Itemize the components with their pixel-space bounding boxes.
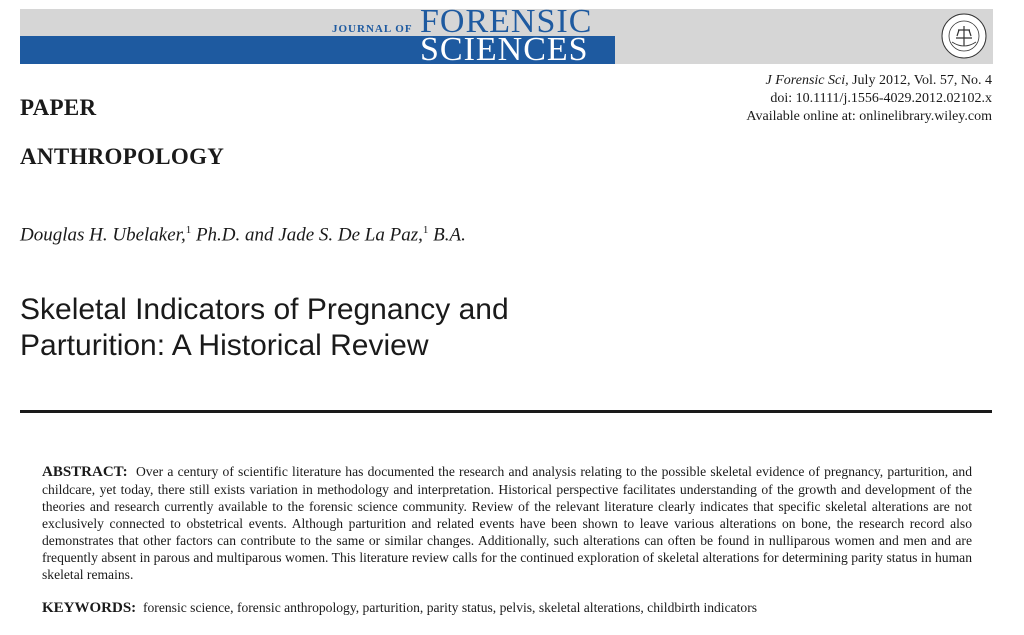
keywords: [42, 599, 972, 617]
keywords-heading: KEYWORDS:: [42, 600, 137, 616]
citation-issue: July 2012, Vol. 57, No. 4: [852, 73, 992, 88]
abstract: [42, 463, 972, 583]
citation-journal: J Forensic Sci,: [765, 73, 849, 88]
keywords-text: forensic science, forensic anthropology, parturition, parity status, pelvis, skeletal alterations, childbirth indicators: [142, 600, 758, 615]
citation-block: [746, 72, 992, 126]
academy-seal-icon: [938, 12, 990, 60]
title-divider: [20, 410, 992, 413]
journal-name-forensic: FORENSIC: [420, 3, 593, 40]
author-2-affiliation: 1: [422, 224, 429, 236]
paper-title-line-2: Parturition: A Historical Review: [20, 329, 429, 362]
author-line: [20, 224, 466, 246]
abstract-heading: ABSTRACT:: [42, 464, 128, 480]
paper-type-label: PAPER: [20, 95, 97, 120]
author-1-affiliation: 1: [185, 224, 192, 236]
journal-of-label: JOURNAL OF: [332, 23, 413, 35]
journal-banner: [20, 3, 993, 68]
citation-doi: doi: 10.1111/j.1556-4029.2012.02102.x: [770, 91, 992, 106]
abstract-text: Over a century of scientific literature has documented the research and analysis relating to the possible skeletal evidence of pregnancy, parturition, and childcare, yet today, there still exists variation in methodology and interpretation. Historical perspective facilitates understanding of the growth and development of the theories and research currently available to the forensic science community. Review of the relevant literature clearly indicates that specific skeletal alterations are not exclusively connected to obstetrical events. Although parturition and related events have been shown to leave various alterations on bone, the research record also demonstrates that other factors can contribute to the same or similar changes. Additionally, such alterations can often be found in nulliparous women and men and are frequently absent in parous and multiparous women. This literature review calls for the continued exploration of skeletal alterations for determining parity status in human skeletal remains.: [42, 464, 972, 582]
citation-online: Available online at: onlinelibrary.wiley.com: [746, 109, 992, 124]
citation-journal-line: [746, 72, 992, 90]
journal-name-sciences: SCIENCES: [420, 31, 589, 68]
author-2-degree: B.A.: [428, 224, 466, 246]
author-2-name: Jade S. De La Paz,: [278, 224, 423, 246]
paper-title-line-1: Skeletal Indicators of Pregnancy and: [20, 293, 509, 326]
field-label: ANTHROPOLOGY: [20, 144, 225, 169]
author-1-name: Douglas H. Ubelaker,: [20, 224, 186, 246]
paper-title: [20, 292, 640, 364]
author-1-degree: Ph.D. and: [191, 224, 279, 246]
